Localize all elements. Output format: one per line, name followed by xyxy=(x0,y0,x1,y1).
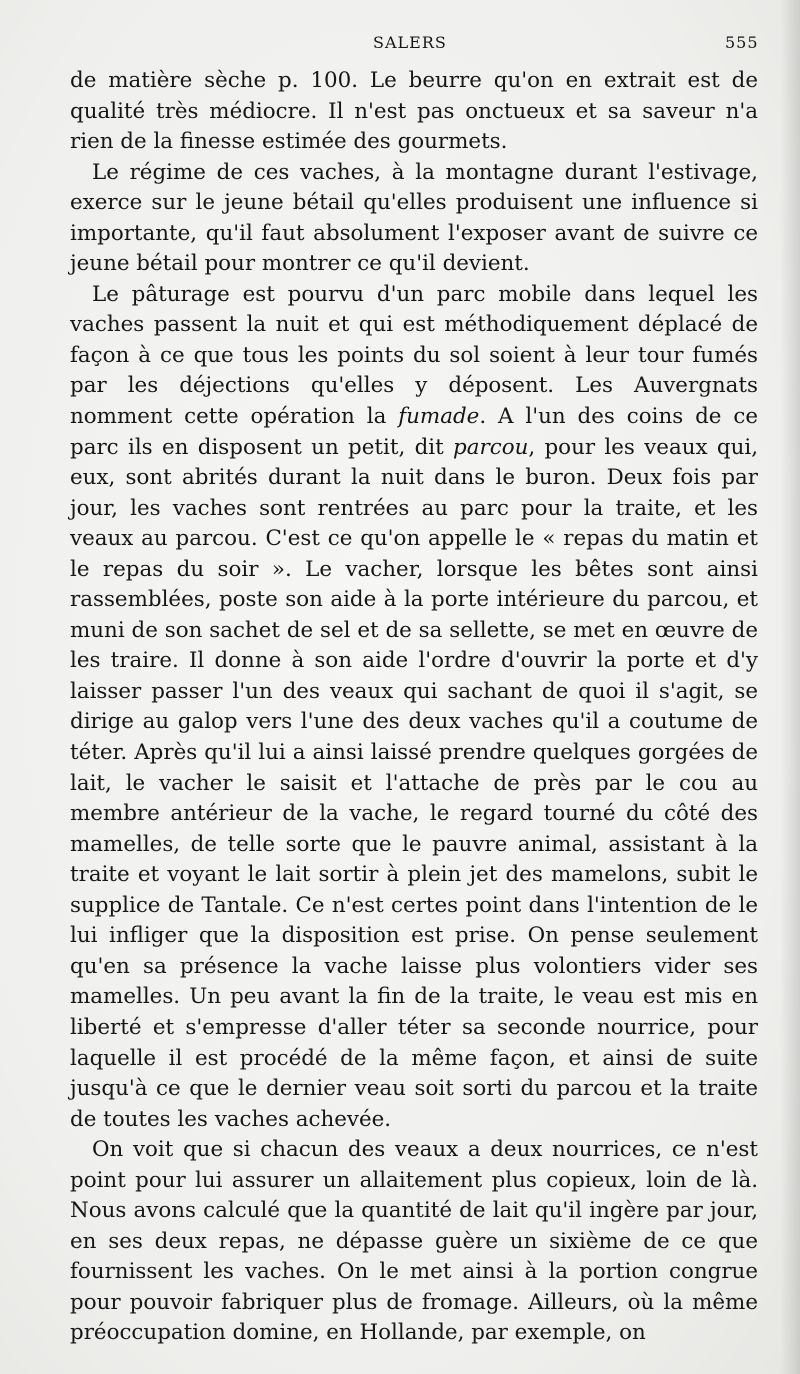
paragraph-text: On voit que si chacun des veaux a deux nourrices, ce n'est point pour lui assurer un allaitement plus copieux, loin de là. Nous avons calculé que la quantité de lait qu'il ingère par jour, en ses deux repas, ne dépasse guère un sixième de ce que fournissent les vaches. On le met ainsi à la portion congrue pour pouvoir fabriquer plus de fromage. Ailleurs, où la même préoccupation domine, en Hollande, par exemple, on xyxy=(70,1137,758,1346)
italic-term-fumade: fumade xyxy=(398,404,480,430)
paragraph-text: Le régime de ces vaches, à la montagne durant l'estivage, exerce sur le jeune bétail qu'elles produisent une influence si importante, qu'il faut absolument l'exposer avant de suivre ce jeune bétail pour montrer ce qu'il devient. xyxy=(70,159,758,277)
paragraph-text: de matière sèche p. 100. Le beurre qu'on en extrait est de qualité très médiocre. Il n'est pas onctueux et sa saveur n'a rien de la finesse estimée des gourmets. xyxy=(70,68,758,155)
body-text xyxy=(70,66,758,1349)
paragraph-text: . A l'un des coins de ce parc ils en disposent un petit, dit xyxy=(70,404,759,460)
paragraph-paturage xyxy=(70,280,758,1135)
page-edge-shadow xyxy=(780,0,800,1374)
paragraph-text: Le pâturage est pourvu d'un parc mobile dans lequel les vaches passent la nuit et qui est méthodiquement déplacé de façon à ce que tous les points du sol soient à leur tour fumés par les déjections qu'elles y déposent. Les Auvergnats nomment cette opération la xyxy=(70,281,758,430)
italic-term-parcou: parcou xyxy=(453,434,529,460)
page-number: 555 xyxy=(725,33,759,52)
paragraph-nourrices xyxy=(70,1135,758,1349)
paragraph-text: , pour les veaux qui, eux, sont abrités durant la nuit dans le buron. Deux fois par jour, les vaches sont rentrées au parc pour la traite, et les veaux au parcou. C'est ce qu'on appelle le « repas du matin et le repas du soir ». Le vacher, lorsque les bêtes sont ainsi rassemblées, poste son aide à la porte intérieure du parcou, et muni de son sachet de sel et de sa sellette, se met en œuvre de les traire. Il donne à son aide l'ordre d'ouvrir la porte et d'y laisser passer l'un des veaux qui sachant de quoi il s'agit, se dirige au galop vers l'une des deux vaches qu'il a coutume de téter. Après qu'il lui a ainsi laissé prendre quelques gorgées de lait, le vacher le saisit et l'attache de près par le cou au membre antérieur de la vache, le regard tourné du côté des mamelles, de telle sorte que le pauvre animal, assistant à la traite et voyant le lait sortir à plein jet des mamelons, subit le supplice de Tantale. Ce n'est certes point dans l'intention de le lui infliger que la disposition est prise. On pense seulement qu'en sa présence la vache laisse plus volontiers vider ses mamelles. Un peu avant la fin de la traite, le veau est mis en liberté et s'empresse d'aller téter sa seconde nourrice, pour laquelle il est procédé de la même façon, et ainsi de suite jusqu'à ce que le dernier veau soit sorti du parcou et la traite de toutes les vaches achevée. xyxy=(70,434,758,1132)
running-title: SALERS xyxy=(373,33,447,52)
running-head xyxy=(0,33,800,57)
paragraph-regime xyxy=(70,158,758,280)
paragraph-continuation xyxy=(70,66,758,158)
